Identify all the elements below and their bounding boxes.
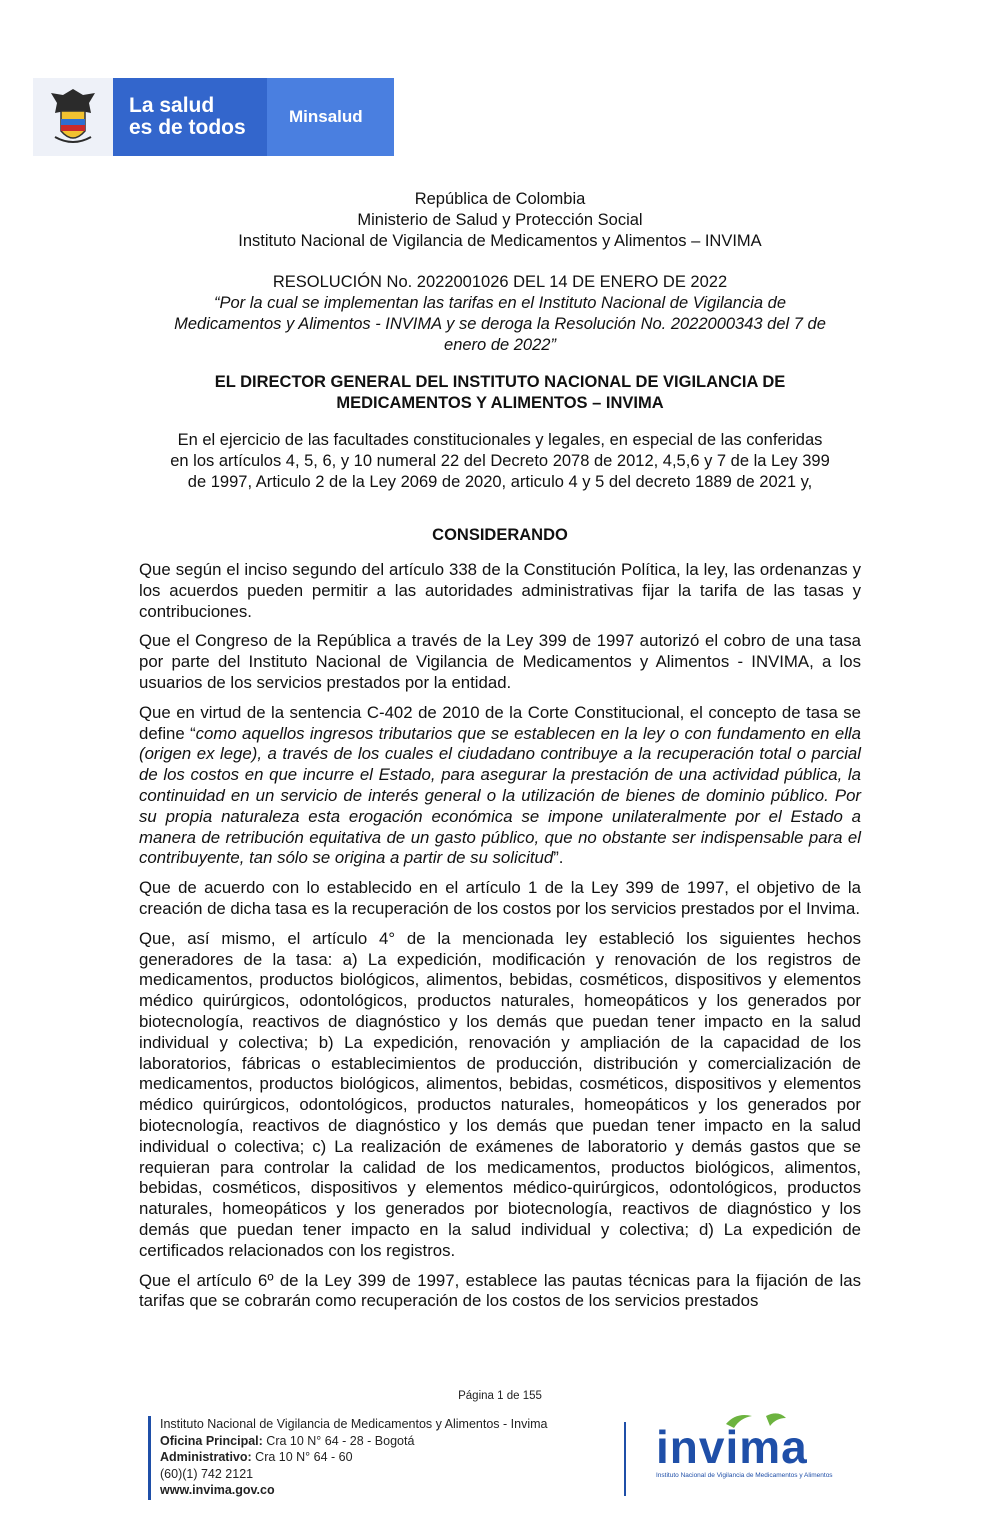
considerando-heading: CONSIDERANDO xyxy=(432,526,568,544)
footer-main-office-value: Cra 10 N° 64 - 28 - Bogotá xyxy=(262,1433,415,1448)
footer-main-office-label: Oficina Principal: xyxy=(160,1433,263,1448)
footer-admin-office xyxy=(160,1449,547,1466)
intro-line2: en los artículos 4, 5, 6, y 10 numeral 22 del Decreto 2078 de 2012, 4,5,6 y 7 de la Ley 399 xyxy=(170,452,830,470)
authority-title xyxy=(139,372,861,414)
header-institute: Instituto Nacional de Vigilancia de Medicamentos y Alimentos – INVIMA xyxy=(238,232,762,250)
paragraph-3 xyxy=(139,703,861,869)
considerations-body xyxy=(139,560,861,1321)
page-number: Página 1 de 155 xyxy=(458,1390,542,1402)
paragraph-3-end: ”. xyxy=(553,848,564,868)
document-header xyxy=(139,189,861,252)
slogan xyxy=(113,78,267,156)
minsalud-brand: Minsalud xyxy=(267,78,394,156)
minsalud-banner xyxy=(33,78,394,156)
resolution-header xyxy=(139,272,861,356)
intro-line3: de 1997, Articulo 2 de la Ley 2069 de 2020, articulo 4 y 5 del decreto 1889 de 2021 y, xyxy=(187,473,813,491)
paragraph-2: Que el Congreso de la República a través de la Ley 399 de 1997 autorizó el cobro de una tasa por parte del Instituto Nacional de Vigilancia de Medicamentos y Alimentos - INVIMA, a los usuarios de los servicios prestados por la entidad. xyxy=(139,631,861,692)
paragraph-6: Que el artículo 6º de la Ley 399 de 1997, establece las pautas técnicas para la fijación de las tarifas que se cobrarán como recuperación de los costos de los servicios prestados xyxy=(139,1270,861,1311)
authority-line2: MEDICAMENTOS Y ALIMENTOS – INVIMA xyxy=(336,394,664,412)
header-ministry: Ministerio de Salud y Protección Social xyxy=(357,211,643,229)
resolution-number: RESOLUCIÓN No. 2022001026 DEL 14 DE ENERO DE 2022 xyxy=(272,273,728,291)
intro-line1: En el ejercicio de las facultades constitucionales y legales, en especial de las conferidas xyxy=(177,431,823,449)
footer-admin-label: Administrativo: xyxy=(160,1450,252,1464)
footer-divider xyxy=(624,1422,626,1496)
invima-logo xyxy=(656,1412,846,1482)
footer-main-office xyxy=(160,1433,547,1450)
footer-phone: (60)(1) 742 2121 xyxy=(160,1466,254,1481)
resolution-subject-3: enero de 2022” xyxy=(444,336,556,354)
slogan-line2: es de todos xyxy=(129,116,246,139)
intro-text xyxy=(139,430,861,493)
paragraph-5: Que, así mismo, el artículo 4° de la mencionada ley estableció los siguientes hechos generadores de la tasa: a) La expedición, modificación y renovación de los registros de medicamentos, productos biológicos, alimentos, bebidas, cosméticos, dispositivos y elementos médico quirúrgicos, odontológicos, productos naturales, homeopáticos y los generados por biotecnología, reactivos de diagnóstico y los demás que puedan tener impacto en la salud individual y colectiva; b) La expedición, renovación y ampliación de la capacidad de los laboratorios, fábricas o establecimientos de producción, distribución y comercialización de medicamentos, productos biológicos, alimentos, bebidas, cosméticos, dispositivos y elementos médico quirúrgicos, odontológicos, productos naturales, homeopáticos y los generados por biotecnología, reactivos de diagnóstico y los demás que puedan tener impacto en la salud individual o colectiva; c) La realización de exámenes de laboratorio y demás gastos que se requieran para controlar la calidad de los medicamentos, productos biológicos, alimentos, bebidas, cosméticos, dispositivos y elementos médico-quirúrgicos, odontológicos, productos naturales, homeopáticos y los generados por biotecnología, reactivos de diagnóstico y los demás que puedan tener impacto en la salud individual y colectiva; d) La expedición de certificados relacionados con los registros. xyxy=(139,928,861,1260)
paragraph-4: Que de acuerdo con lo establecido en el artículo 1 de la Ley 399 de 1997, el objetivo de la creación de dicha tasa es la recuperación de los costos por los servicios prestados por el Invima. xyxy=(139,878,861,918)
resolution-subject-2: Medicamentos y Alimentos - INVIMA y se deroga la Resolución No. 2022000343 del 7 de xyxy=(174,315,826,333)
resolution-subject-1: “Por la cual se implementan las tarifas en el Instituto Nacional de Vigilancia de xyxy=(213,294,786,312)
coat-of-arms-icon xyxy=(33,78,113,156)
footer-admin-value: Cra 10 N° 64 - 60 xyxy=(251,1450,353,1464)
invima-wordmark: invima xyxy=(656,1421,808,1473)
paragraph-3-quote: como aquellos ingresos tributarios que se establecen en la ley o con fundamento en ella (origen ex lege), a través de los cuales el ciudadano contribuye a la recuperación total o parcial de los costos en que incurre el Estado, para asegurar la prestación de una actividad pública, la continuidad en un servicio de interés general o la utilización de bienes de dominio público. Por su propia naturaleza esta erogación económica se impone unilateralmente por el Estado a manera de retribución equitativa de un gasto público, que no obstante ser indispensable para el contribuyente, tan sólo se origina a partir de su solicitud xyxy=(139,723,861,868)
footer-accent-bar xyxy=(148,1416,151,1500)
slogan-line1: La salud xyxy=(129,94,215,117)
invima-subtitle: Instituto Nacional de Vigilancia de Medicamentos y Alimentos xyxy=(656,1472,833,1479)
authority-line1: EL DIRECTOR GENERAL DEL INSTITUTO NACIONAL DE VIGILANCIA DE xyxy=(214,373,786,391)
paragraph-3-start: Que en virtud de la sentencia C-402 de 2010 de la Corte Constitucional, el concepto de tasa se define “ xyxy=(139,702,861,743)
footer-institute: Instituto Nacional de Vigilancia de Medicamentos y Alimentos - Invima xyxy=(160,1417,548,1431)
footer-website[interactable]: www.invima.gov.co xyxy=(160,1483,275,1497)
header-country: República de Colombia xyxy=(414,190,586,208)
paragraph-1: Que según el inciso segundo del artículo 338 de la Constitución Política, la ley, las ordenanzas y los acuerdos pueden permitir a las autoridades administrativas fijar la tarifa de las tasas y contribuciones. xyxy=(139,560,861,621)
footer-contact xyxy=(160,1416,547,1499)
